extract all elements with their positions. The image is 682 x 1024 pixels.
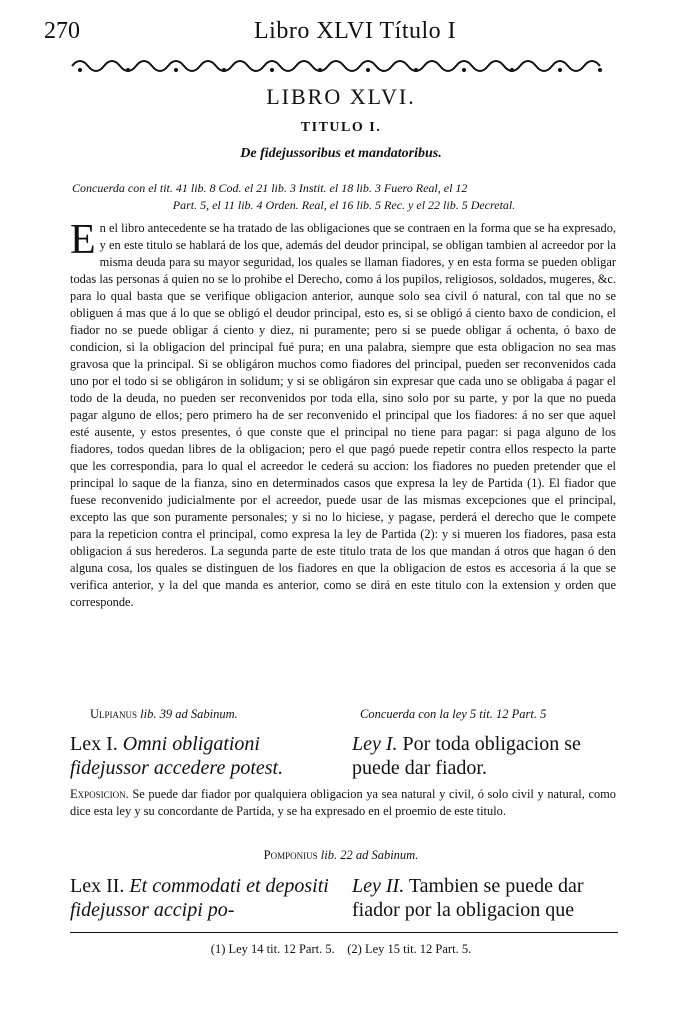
ornament-divider-icon: [70, 56, 612, 76]
lex1-source-reference: [90, 707, 238, 722]
title-subtitle: De fidejussoribus et mandatoribus.: [240, 146, 442, 161]
lex1-spanish-text: Por toda obligacion se puede dar fiador.: [352, 733, 581, 779]
book-title: LIBRO XLVI.: [266, 84, 416, 109]
page-header: [44, 18, 638, 48]
exposicion-text: Se puede dar fiador por qualquiera obligacion ya sea natural y civil, ó solo civil y natural, como dice esta ley y su concordante de Partida, y se ha expresado en el proemio de este titulo.: [70, 787, 616, 818]
lex2-spanish-heading: Ley II.: [352, 875, 405, 897]
footnote-2: (2) Ley 15 tit. 12 Part. 5.: [347, 942, 472, 956]
lex1-spanish-heading: Ley I.: [352, 733, 398, 755]
footnote-rule: [70, 932, 618, 933]
lex2-latin: [70, 874, 340, 922]
concordance-line-1: Concuerda con el tit. 41 lib. 8 Cod. el 21 lib. 3 Instit. el 18 lib. 3 Fuero Real, el 12: [72, 181, 468, 195]
lex1-latin-heading: Lex I.: [70, 733, 118, 755]
lex1-concordance-reference: Concuerda con la ley 5 tit. 12 Part. 5: [360, 707, 547, 721]
lex1-latin-text: Omni obligationi fidejussor accedere potest.: [70, 733, 284, 779]
title-label: TITULO I.: [300, 120, 382, 135]
introductory-paragraph: [70, 217, 616, 611]
lex2-source-work: lib. 22 ad Sabinum.: [320, 848, 419, 862]
lex1-source-author: Ulpianus: [90, 707, 138, 721]
concordance-line-2: Part. 5, el 11 lib. 4 Orden. Real, el 16 lib. 5 Rec. y el 22 lib. 5 Decretal.: [172, 198, 516, 212]
lex1-latin: [70, 732, 340, 780]
exposicion-paragraph: [70, 786, 616, 820]
footnote-1: (1) Ley 14 tit. 12 Part. 5.: [210, 942, 335, 956]
lex1-spanish: [352, 732, 620, 780]
lex2-source-author: Pomponius: [263, 848, 318, 862]
running-title: Libro XLVI Título I: [254, 18, 457, 44]
lex1-source-work: lib. 39 ad Sabinum.: [140, 707, 238, 721]
lex2-spanish: [352, 874, 620, 922]
lex2-latin-heading: Lex II.: [70, 875, 125, 897]
exposicion-label: Exposicion.: [70, 787, 129, 801]
lex2-spanish-text: Tambien se puede dar fiador por la obligacion que: [352, 875, 584, 921]
page-number: 270: [44, 18, 80, 44]
drop-cap: E: [70, 217, 96, 263]
introductory-text: n el libro antecedente se ha tratado de las obligaciones que se contraen en la forma que se ha expresado, y en este titulo se hablará de los que, además del deudor principal, se obligan tambien al acreedor por la misma deuda para su mayor seguridad, los quales se llaman fiadores, y en esta forma se pueden obligar todas las personas á quien no se lo prohibe el Derecho, como á los pupilos, religiosos, soldados, mugeres, &c. para lo qual basta que se verifique obligacion anterior, aunque solo sea civil ó natural, con tal que no se obliguen á mas que á lo que se obligó el deudor principal, esto es, si se obligó á ciento baxo de condicion, el fiador no se puede obligar á ciento y diez, ni puramente; pero si se puede obligar á ochenta, ó baxo de condicion, si la obligacion del principal fué pura; en una palabra, siempre que esta obligacion no sea mas gravosa que la principal. Si se obligáron muchos como fiadores del principal, pueden ser reconvenidos cada uno por el todo si se obligáron in solidum; y si se obligáron sin expresar que cada uno se obligaba á pagar el todo de la deuda, no pueden ser reconvenidos por toda ella, sino solo por su parte, y por la que no pueda pagar alguno de ellos; pero primero ha de ser reconvenido el principal que los fiadores: á no ser que aquel esté ausente, y estos presentes, ó que conste que el principal no tiene para pagar: si paga alguno de los fiadores, todos quedan libres de la obligacion; pero el que pagó puede repetir contra ellos respecto la parte que les correspondia, para lo qual el acreedor le cederá su accion: los fiadores no pueden pretender que el principal lo saque de la fianza, sino en determinados casos que expresa la ley de Partida (1). El fiador que fuese reconvenido judicialmente por el acreedor, puede usar de las mismas excepciones que el principal, excepto las que son puramente personales; y si no lo hiciese, y pagase, perderá el derecho que le compete para la repeticion contra el principal, como expresa la ley de Partida (2): y si mueren los fiadores, pasa esta obligacion á sus herederos. La segunda parte de este titulo trata de los que mandan á otros que hagan ó den alguna cosa, los quales se distinguen de los fiadores en que la obligacion de estos es accesoria á la que se verifica anterior, y la del que manda es anterior, como se dirá en este titulo con la extension y orden que corresponde.: [70, 221, 616, 609]
lex2-source-reference: [0, 848, 682, 863]
footnotes: [0, 942, 682, 957]
concordance-note: [72, 180, 616, 214]
lex2-latin-text: Et commodati et depositi fidejussor accipi po-: [70, 875, 329, 921]
